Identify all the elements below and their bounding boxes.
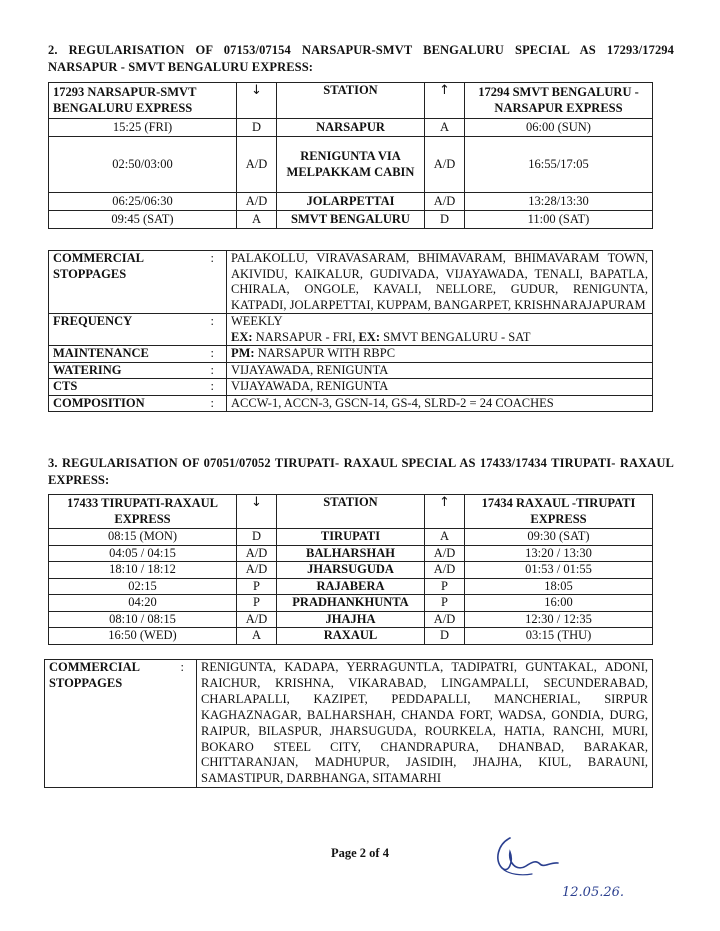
watering-row <box>49 362 653 379</box>
code-up: A/D <box>425 562 465 579</box>
timetable-header-row <box>49 83 653 119</box>
station-name: JHARSUGUDA <box>277 562 425 579</box>
code-up: A <box>425 119 465 137</box>
ex-label: EX: <box>231 329 253 344</box>
arrow-up-icon: ↑ <box>439 495 450 510</box>
code-up: D <box>425 628 465 645</box>
table-row <box>49 628 653 645</box>
commercial-stoppages-label: COMMERCIAL STOPPAGES <box>49 251 209 314</box>
composition-value: ACCW-1, ACCN-3, GSCN-14, GS-4, SLRD-2 = 24 COACHES <box>227 395 653 412</box>
header-station: STATION <box>277 495 425 529</box>
colon: : <box>209 362 227 379</box>
ex-value: SMVT BENGALURU - SAT <box>380 329 531 344</box>
code-down: A/D <box>237 611 277 628</box>
signature-date: 12.05.26. <box>562 885 625 900</box>
maintenance-row <box>49 346 653 363</box>
watering-label: WATERING <box>49 362 209 379</box>
frequency-label: FREQUENCY <box>49 314 209 346</box>
commercial-stoppages-row <box>45 660 653 788</box>
colon: : <box>209 379 227 396</box>
timetable-header-row <box>49 495 653 529</box>
header-train-up: 17434 RAXAUL -TIRUPATI EXPRESS <box>465 495 653 529</box>
code-up: A/D <box>425 137 465 193</box>
code-down: A/D <box>237 137 277 193</box>
colon: : <box>179 660 197 788</box>
table-row <box>49 545 653 562</box>
time-down: 04:20 <box>49 595 237 612</box>
commercial-stoppages-row <box>49 251 653 314</box>
cts-value: VIJAYAWADA, RENIGUNTA <box>227 379 653 396</box>
station-name: PRADHANKHUNTA <box>277 595 425 612</box>
code-up: P <box>425 578 465 595</box>
composition-row <box>49 395 653 412</box>
arrow-down-icon: ↓ <box>251 495 262 510</box>
header-train-down: 17433 TIRUPATI-RAXAUL EXPRESS <box>49 495 237 529</box>
time-down: 09:45 (SAT) <box>49 211 237 229</box>
frequency-text: WEEKLY <box>231 314 283 328</box>
code-up: A/D <box>425 545 465 562</box>
station-name: RAJABERA <box>277 578 425 595</box>
colon: : <box>209 346 227 363</box>
time-up: 13:28/13:30 <box>465 193 653 211</box>
cts-label: CTS <box>49 379 209 396</box>
code-up: D <box>425 211 465 229</box>
composition-label: COMPOSITION <box>49 395 209 412</box>
time-up: 01:53 / 01:55 <box>465 562 653 579</box>
code-down: D <box>237 119 277 137</box>
code-up: A/D <box>425 193 465 211</box>
station-name: BALHARSHAH <box>277 545 425 562</box>
code-down: P <box>237 595 277 612</box>
table-row <box>49 529 653 546</box>
signature-image <box>480 832 640 912</box>
colon: : <box>209 251 227 314</box>
code-down: A <box>237 628 277 645</box>
station-name: JHAJHA <box>277 611 425 628</box>
code-down: A/D <box>237 562 277 579</box>
maintenance-value <box>227 346 653 363</box>
time-down: 06:25/06:30 <box>49 193 237 211</box>
table-row <box>49 562 653 579</box>
ex-label: EX: <box>358 329 380 344</box>
time-up: 03:15 (THU) <box>465 628 653 645</box>
code-down: A <box>237 211 277 229</box>
commercial-stoppages-value: RENIGUNTA, KADAPA, YERRAGUNTLA, TADIPATRI, GUNTAKAL, ADONI, RAICHUR, KRISHNA, VIKARABAD, LINGAMPALLI, SECUNDERABAD, CHARLAPALLI, KAZIPET, PEDDAPALLI, MANCHERIAL, SIRPUR KAGHAZNAGAR, BALHARSHAH, CHANDA FORT, WADSA, GONDIA, DURG, RAIPUR, BILASPUR, JHARSUGUDA, ROURKELA, HATIA, RANCHI, MURI, BOKARO STEEL CITY, CHANDRAPURA, DHANBAD, BARAKAR, CHITTARANJAN, MADHUPUR, JASIDIH, JHAJHA, KIUL, BARAUNI, SAMASTIPUR, DARBHANGA, SITAMARHI <box>197 660 653 788</box>
time-up: 18:05 <box>465 578 653 595</box>
header-train-down: 17293 NARSAPUR-SMVT BENGALURU EXPRESS <box>49 83 237 119</box>
station-name: RAXAUL <box>277 628 425 645</box>
section-3-info-table <box>44 659 653 788</box>
table-row <box>49 595 653 612</box>
time-down: 08:15 (MON) <box>49 529 237 546</box>
station-name: JOLARPETTAI <box>277 193 425 211</box>
table-row <box>49 137 653 193</box>
code-down: A/D <box>237 545 277 562</box>
arrow-down-icon: ↓ <box>251 83 262 98</box>
time-up: 11:00 (SAT) <box>465 211 653 229</box>
frequency-value <box>227 314 653 346</box>
code-down: P <box>237 578 277 595</box>
station-name: TIRUPATI <box>277 529 425 546</box>
table-row <box>49 578 653 595</box>
header-train-up: 17294 SMVT BENGALURU - NARSAPUR EXPRESS <box>465 83 653 119</box>
section-2-heading: 2. REGULARISATION OF 07153/07154 NARSAPUR-SMVT BENGALURU SPECIAL AS 17293/17294 NARSAPUR - SMVT BENGALURU EXPRESS: <box>48 43 674 74</box>
code-up: A/D <box>425 611 465 628</box>
section-3-timetable <box>48 494 653 645</box>
time-up: 13:20 / 13:30 <box>465 545 653 562</box>
header-station: STATION <box>277 83 425 119</box>
table-row <box>49 119 653 137</box>
time-up: 09:30 (SAT) <box>465 529 653 546</box>
time-down: 15:25 (FRI) <box>49 119 237 137</box>
section-3-heading: 3. REGULARISATION OF 07051/07052 TIRUPATI- RAXAUL SPECIAL AS 17433/17434 TIRUPATI- RAXAUL EXPRESS: <box>48 456 674 487</box>
maintenance-label: MAINTENANCE <box>49 346 209 363</box>
time-down: 16:50 (WED) <box>49 628 237 645</box>
time-down: 02:15 <box>49 578 237 595</box>
frequency-row <box>49 314 653 346</box>
time-down: 02:50/03:00 <box>49 137 237 193</box>
page-number: Page 2 of 4 <box>331 846 389 860</box>
code-up: P <box>425 595 465 612</box>
time-up: 16:55/17:05 <box>465 137 653 193</box>
time-down: 18:10 / 18:12 <box>49 562 237 579</box>
station-name: RENIGUNTA VIA MELPAKKAM CABIN <box>277 137 425 193</box>
commercial-stoppages-label: COMMERCIAL STOPPAGES <box>45 660 179 788</box>
station-name: NARSAPUR <box>277 119 425 137</box>
pm-label: PM: <box>231 346 255 360</box>
code-down: D <box>237 529 277 546</box>
cts-row <box>49 379 653 396</box>
table-row <box>49 211 653 229</box>
watering-value: VIJAYAWADA, RENIGUNTA <box>227 362 653 379</box>
table-row <box>49 611 653 628</box>
time-up: 12:30 / 12:35 <box>465 611 653 628</box>
colon: : <box>209 395 227 412</box>
code-down: A/D <box>237 193 277 211</box>
table-row <box>49 193 653 211</box>
section-2-timetable <box>48 82 653 229</box>
time-down: 04:05 / 04:15 <box>49 545 237 562</box>
commercial-stoppages-value: PALAKOLLU, VIRAVASARAM, BHIMAVARAM, BHIMAVARAM TOWN, AKIVIDU, KAIKALUR, GUDIVADA, VIJAYAWADA, TENALI, BAPATLA, CHIRALA, ONGOLE, KAVALI, NELLORE, GUDUR, RENIGUNTA, KATPADI, JOLARPETTAI, KUPPAM, BANGARPET, KRISHNARAJAPURAM <box>227 251 653 314</box>
station-name: SMVT BENGALURU <box>277 211 425 229</box>
time-down: 08:10 / 08:15 <box>49 611 237 628</box>
arrow-up-icon: ↑ <box>439 83 450 98</box>
section-2-info-table <box>48 250 653 412</box>
time-up: 16:00 <box>465 595 653 612</box>
maintenance-text: NARSAPUR WITH RBPC <box>254 346 396 360</box>
colon: : <box>209 314 227 346</box>
code-up: A <box>425 529 465 546</box>
ex-value: NARSAPUR - FRI, <box>252 329 359 344</box>
time-up: 06:00 (SUN) <box>465 119 653 137</box>
frequency-ex-line <box>231 330 648 346</box>
